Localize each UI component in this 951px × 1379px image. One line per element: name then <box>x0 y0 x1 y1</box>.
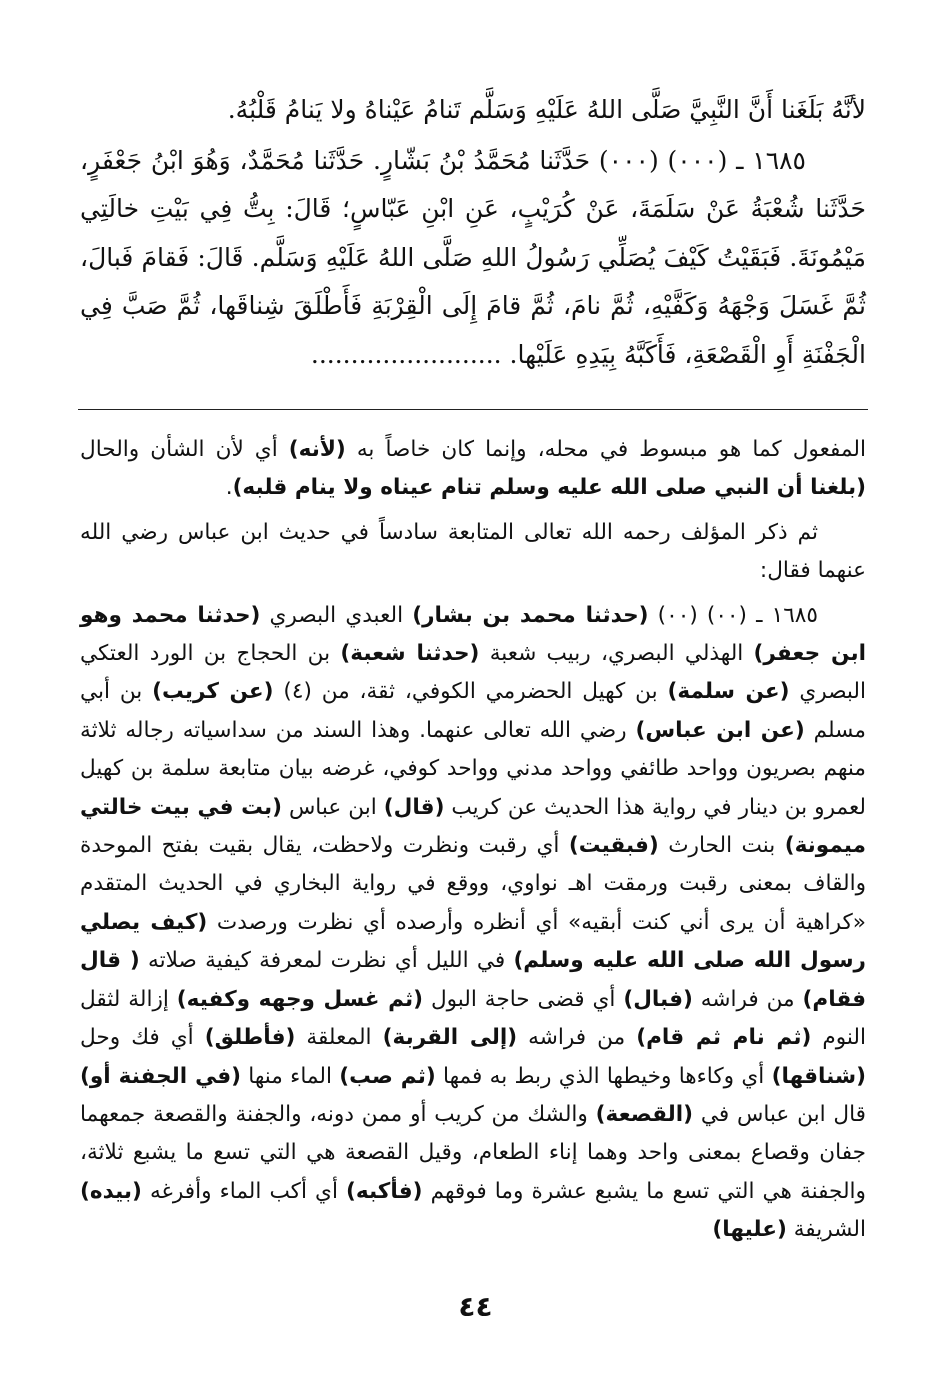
quoted-phrase: (فبال) <box>623 986 693 1012</box>
commentary-text: ابن عباس <box>281 794 384 820</box>
commentary-text: قال ابن عباس في <box>693 1101 866 1127</box>
quoted-phrase: (حدثنا محمد بن بشار) <box>412 602 649 628</box>
quoted-phrase: (فأطلق) <box>204 1025 296 1051</box>
commentary-text: أي قضى حاجة البول <box>423 986 624 1012</box>
commentary-text: . <box>225 475 233 501</box>
quoted-phrase: (فأكبه) <box>346 1178 423 1204</box>
hadith-body: حَدَّثَنا مُحَمَّدُ بْنُ بَشّارٍ. حَدَّثَنا مُحَمَّدٌ، وَهُوَ ابْنُ جَعْفَرٍ، حَدَّثَنا شُعْبَةُ عَنْ سَلَمَةَ، عَنْ كُرَيْبٍ، عَنِ ابْنِ عَبّاسٍ؛ قَالَ: بِتُّ فِي بَيْتِ خالَتِي مَيْمُونَةَ. فَبَقَيْتُ كَيْفَ يُصَلِّي رَسُولُ اللهِ صَلَّى اللهُ عَلَيْهِ وَسَلَّم. قَالَ: فَقامَ فَبالَ، ثُمَّ غَسَلَ وَجْهَهُ وَكَفَّيْهِ، ثُمَّ نامَ، ثُمَّ قامَ إِلَى الْقِرْبَةِ فَأَطْلَقَ شِناقَها، ثُمَّ صَبَّ فِي الْجَفْنَةِ أَوِ الْقَصْعَةِ، فَأَكَبَّهُ بِيَدِهِ عَلَيْها. ........................ <box>80 145 866 369</box>
quoted-phrase: (كيف يصلي رسول الله صلى الله عليه وسلم) <box>80 909 866 974</box>
quoted-phrase: (ثم نام ثم قام) <box>636 1025 812 1051</box>
quoted-phrase: (عن سلمة) <box>667 679 790 705</box>
commentary-paragraph-3 <box>80 597 866 1250</box>
footnote-divider <box>78 409 868 410</box>
commentary-block <box>80 431 866 1256</box>
commentary-text: من فراشه <box>517 1025 637 1051</box>
commentary-text: المفعول كما هو مبسوط في محله، وإنما كان خاصاً به <box>345 437 866 462</box>
commentary-paragraph-1 <box>80 431 866 508</box>
quoted-phrase: (عن ابن عباس) <box>635 717 805 743</box>
commentary-text: ١٦٨٥ ـ (٠٠) (٠٠) <box>648 602 818 628</box>
commentary-text: أي لأن الشأن والحال <box>80 437 289 462</box>
commentary-text: أي وكاءها وخيطها الذي ربط به فمها <box>435 1063 772 1089</box>
quoted-phrase: ( قال فقام) <box>80 948 866 1012</box>
commentary-text: من فراشه <box>692 986 803 1012</box>
commentary-text: بن أبي مسلم <box>80 679 866 743</box>
hadith-paragraph <box>80 137 866 380</box>
quoted-phrase: (ثم صب) <box>339 1063 436 1089</box>
quoted-phrase: (حدثنا محمد وهو ابن جعفر) <box>80 602 866 667</box>
commentary-text: بن كهيل الحضرمي الكوفي، ثقة، من (٤) <box>273 679 668 705</box>
quoted-phrase: (قال) <box>383 794 445 820</box>
commentary-text: الهذلي البصري، ربيب شعبة <box>479 641 754 667</box>
commentary-text: بنت الحارث <box>658 833 785 859</box>
quoted-phrase: (ثم غسل وجهه وكفيه) <box>176 986 424 1012</box>
quoted-phrase: (إلى القربة) <box>382 1025 518 1051</box>
commentary-text: المعلقة <box>295 1025 383 1051</box>
commentary-text: إزالة لثقل النوم <box>80 986 867 1051</box>
quoted-phrase: (بت في بيت خالتي ميمونة) <box>80 794 866 859</box>
quoted-phrase: (فبقيت) <box>568 833 659 859</box>
commentary-text: أي فك وحل <box>80 1025 205 1051</box>
quoted-phrase: (شناقها) <box>771 1063 866 1089</box>
commentary-text: الشريفة <box>786 1217 866 1243</box>
commentary-text: في الليل أي نظرت لمعرفة كيفية صلاته <box>139 948 514 974</box>
quoted-phrase: (في الجفنة أو) <box>80 1063 241 1089</box>
commentary-text: بن الحجاج بن الورد العتكي البصري <box>80 641 867 705</box>
quoted-phrase: (حدثنا شعبة) <box>340 641 480 667</box>
commentary-text: رضي الله تعالى عنهما. وهذا السند من سداسياته رجاله ثلاثة منهم بصريون وواحد طائفي وواحد مدني وواحد كوفي، غرضه بيان متابعة سلمة بن كهيل لعمرو بن دينار في رواية هذا الحديث عن كريب <box>80 717 866 820</box>
quoted-phrase: (لأنه) <box>288 437 346 462</box>
quoted-phrase: (بلغنا أن النبي صلى الله عليه وسلم تنام عيناه ولا ينام قلبه) <box>232 475 866 501</box>
commentary-text: والشك من كريب أو ممن دونه، والجفنة والقصعة جمعهما جفان وقصاع بمعنى واحد وهما إناء الطعام، وقيل القصعة هي التي تسع ما يشبع ثلاثة، والجفنة هي التي تسع ما يشبع عشرة وما فوقهم <box>80 1101 866 1204</box>
quoted-phrase: (بيده) <box>80 1178 142 1204</box>
quoted-phrase: (عليها) <box>712 1217 787 1243</box>
commentary-text: أي رقبت ونظرت ولاحظت، يقال بقيت بفتح الموحدة والقاف بمعنى رقبت ورمقت اهـ نواوي، ووقع في رواية البخاري في الحديث المتقدم «كراهية أن يرى أني كنت أبقيه» أي أنظره وأرصده أي نظرت ورصدت <box>80 833 866 935</box>
commentary-text: العبدي البصري <box>260 602 413 628</box>
hadith-previous-line: لأنَّهُ بَلَغَنا أَنَّ النَّبِيَّ صَلَّى اللهُ عَلَيْهِ وَسَلَّم تَنامُ عَيْناهُ ولا يَنامُ قَلْبُهُ. <box>227 95 866 124</box>
quoted-phrase: (القصعة) <box>595 1101 694 1127</box>
hadith-number: ١٦٨٥ ـ (٠٠٠) (٠٠٠) <box>598 145 806 175</box>
commentary-text: الماء منها <box>240 1063 340 1089</box>
commentary-paragraph-2: ثم ذكر المؤلف رحمه الله تعالى المتابعة سادساً في حديث ابن عباس رضي الله عنهما فقال: <box>80 519 866 584</box>
commentary-text: أي أكب الماء وأفرغه <box>141 1178 347 1204</box>
hadith-text-block <box>80 86 866 379</box>
page-number: ٤٤ <box>458 1290 493 1323</box>
quoted-phrase: (عن كريب) <box>152 679 274 705</box>
